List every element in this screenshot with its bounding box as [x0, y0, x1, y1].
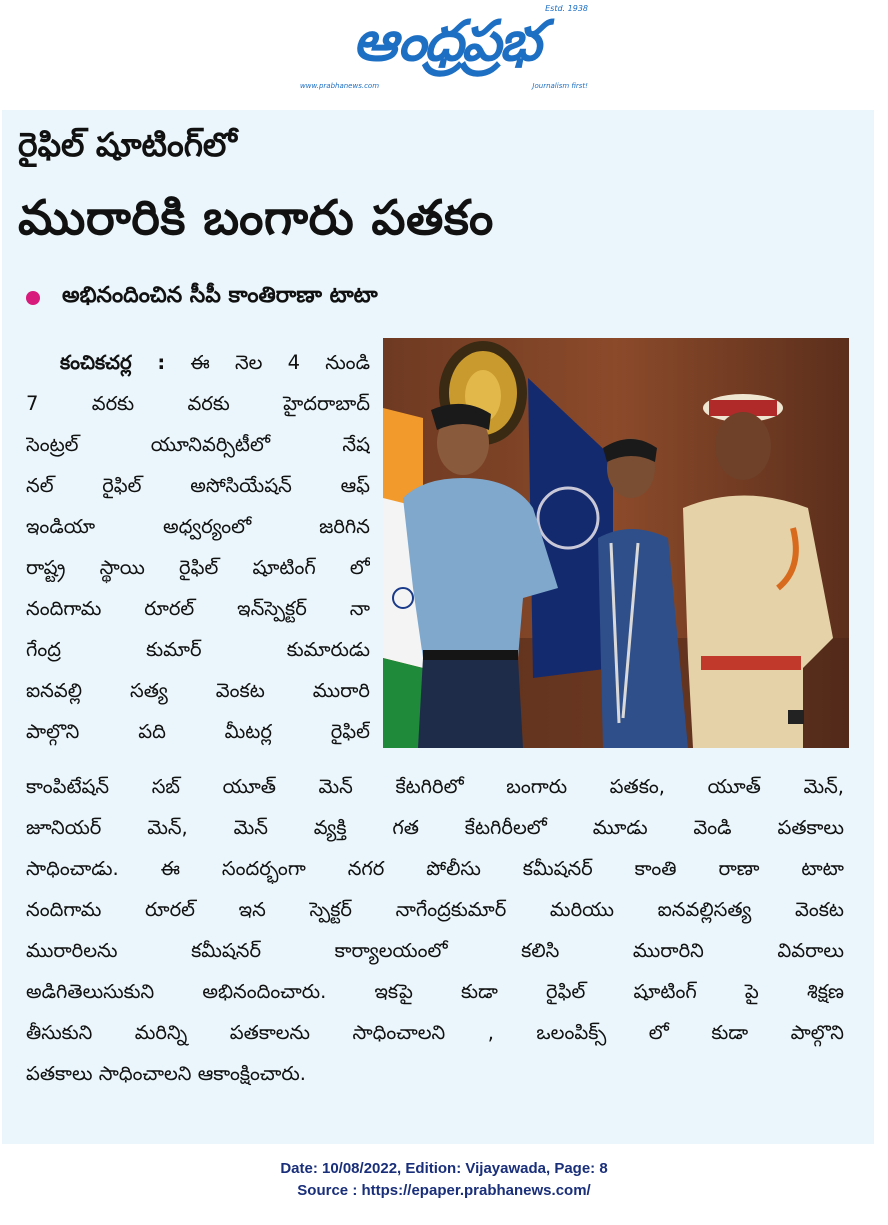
- body-line: ఐనవల్లి సత్య వెంకట మురారి: [26, 679, 370, 702]
- article-body-full-width: [26, 766, 844, 1094]
- body-line: సెంట్రల్ యూనివర్సిటీలో నేష: [26, 433, 370, 456]
- bullet-dot-icon: [26, 291, 40, 305]
- article-body-column: [26, 342, 370, 752]
- body-line: తీసుకుని మరిన్ని పతకాలను సాధించాలని , ఒలంపిక్స్ లో కుడా పాల్గొని: [26, 1021, 844, 1044]
- body-line: సాధించాడు. ఈ సందర్భంగా నగర పోలీసు కమీషనర్ కాంతి రాణా టాటా: [26, 857, 844, 880]
- article-clipping: [2, 110, 874, 1144]
- body-line: మురారిలను కమీషనర్ కార్యాలయంలో కలిసి మురారిని వివరాలు: [26, 939, 844, 962]
- body-line: రాష్ట్ర స్థాయి రైఫిల్ షూటింగ్ లో: [26, 556, 370, 579]
- body-line: జూనియర్ మెన్, మెన్ వ్యక్తి గత కేటగిరీలలో మూడు వెండి పతకాలు: [26, 816, 844, 839]
- body-line-first: [26, 342, 370, 383]
- logo-url: www.prabhanews.com: [300, 82, 380, 90]
- article-headline: మురారికి బంగారు పతకం: [18, 190, 494, 246]
- estd-label: Estd. 1938: [545, 4, 588, 13]
- newspaper-logo: [296, 4, 596, 96]
- body-line-text: ఈ నెల 4 నుండి: [190, 351, 370, 374]
- article-dateline: కంచికచర్ల :: [60, 351, 166, 374]
- subhead-text: అభినందించిన సీపీ కాంతిరాణా టాటా: [62, 283, 378, 308]
- body-line: నందిగామ రూరల్ ఇన స్పెక్టర్ నాగేంద్రకుమార్ మరియు ఐనవల్లిసత్య వెంకట: [26, 898, 844, 921]
- body-line: కాంపిటేషన్ సబ్ యూత్ మెన్ కేటగిరిలో బంగారు పతకం, యూత్ మెన్,: [26, 775, 844, 798]
- article-kicker: రైఫిల్ షూటింగ్‌లో: [18, 125, 237, 164]
- body-line: ఇండియా అధ్వర్యంలో జరిగిన: [26, 515, 370, 538]
- footer-date-edition: Date: 10/08/2022, Edition: Vijayawada, Page: 8: [280, 1160, 608, 1177]
- award-ceremony-photo: [383, 338, 849, 748]
- body-line: నందిగామ రూరల్ ఇన్‌స్పెక్టర్ నా: [26, 597, 370, 620]
- article-photo: [383, 338, 849, 748]
- clipping-footer: [0, 1158, 888, 1202]
- logo-tagline: Journalism first!: [532, 82, 588, 90]
- body-line: అడిగితెలుసుకుని అభినందించారు. ఇకపై కుడా రైఫిల్ షూటింగ్ పై శిక్షణ: [26, 980, 844, 1003]
- body-line: గేంద్ర కుమార్ కుమారుడు: [26, 638, 370, 661]
- body-line: నల్ రైఫిల్ అసోసియేషన్ ఆఫ్: [26, 474, 370, 497]
- body-line: 7 వరకు వరకు హైదరాబాద్: [26, 392, 370, 415]
- article-subhead: [26, 282, 378, 314]
- body-line: పాల్గొని పది మీటర్ల రైఫిల్: [26, 720, 370, 743]
- body-line: పతకాలు సాధించాలని ఆకాంక్షించారు.: [26, 1062, 306, 1085]
- logo-wordmark: ఆంధ్రప్రభ: [352, 9, 540, 74]
- masthead: [0, 0, 888, 110]
- footer-source: Source : https://epaper.prabhanews.com/: [297, 1182, 591, 1199]
